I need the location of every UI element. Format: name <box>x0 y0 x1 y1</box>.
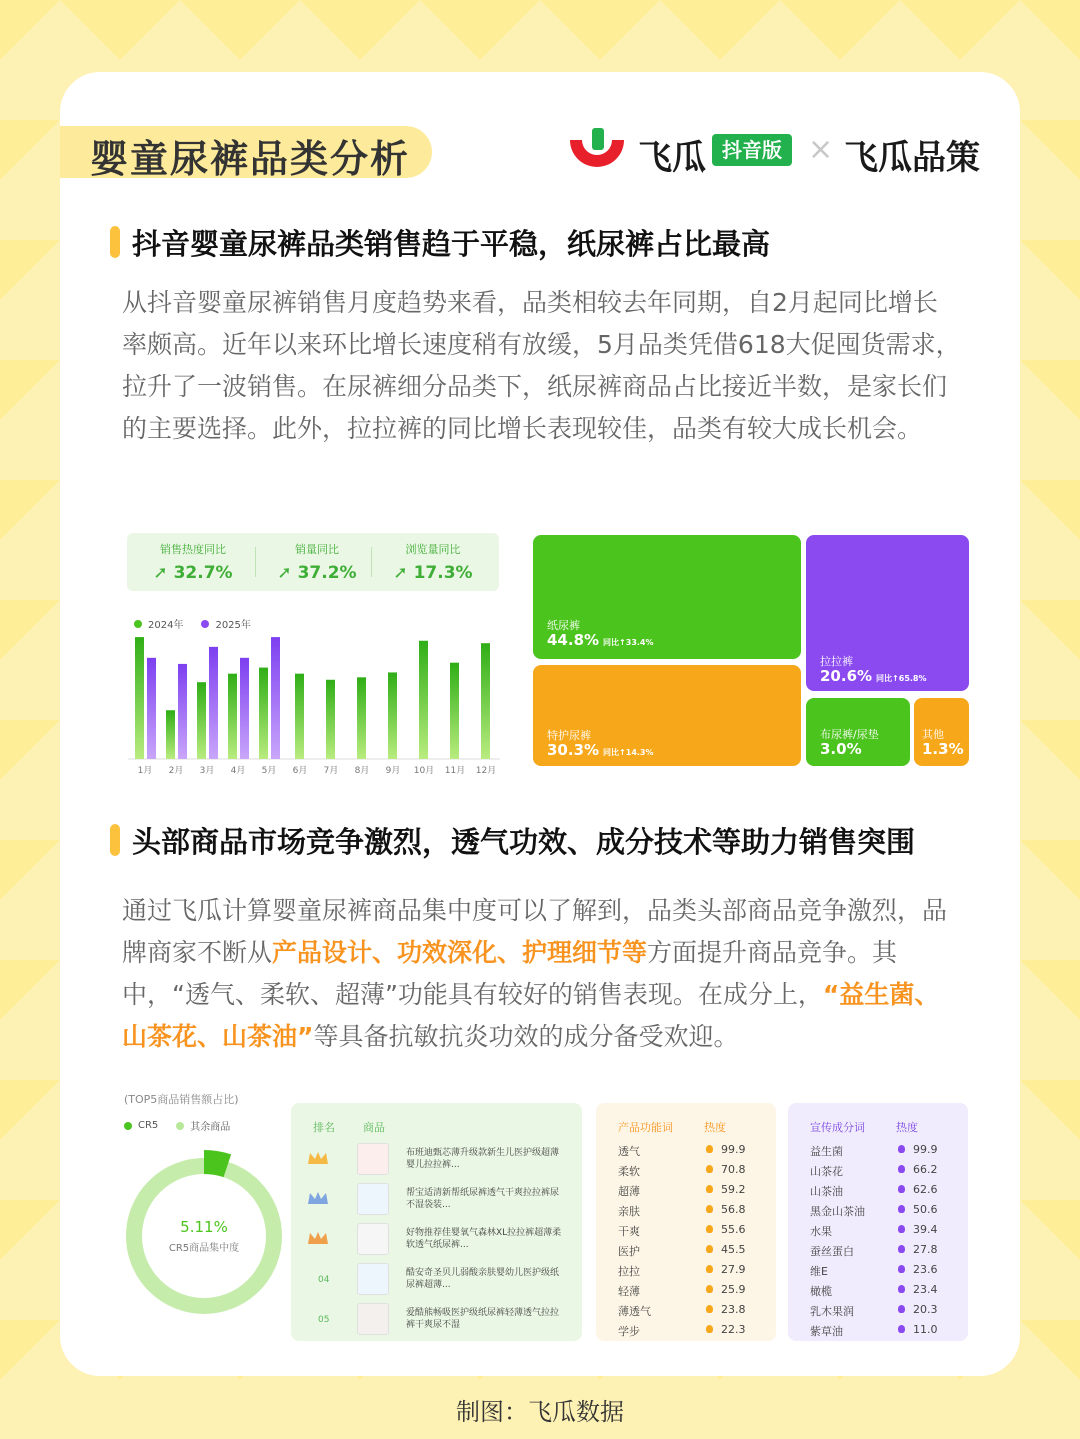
legend-label: 2025年 <box>215 620 251 631</box>
heat-cell <box>706 1303 746 1316</box>
heat-cell <box>898 1203 938 1216</box>
heat-value: 55.6 <box>721 1223 746 1236</box>
bar-2024 <box>228 674 237 759</box>
treemap-label: 拉拉裤 <box>820 655 853 668</box>
heat-cell <box>706 1163 746 1176</box>
keyword: 蚕丝蛋白 <box>810 1245 854 1258</box>
keyword: 山茶花 <box>810 1165 843 1178</box>
treemap-cell-cloth <box>806 698 910 766</box>
treemap-cell-special <box>533 665 801 766</box>
flame-icon <box>706 1285 713 1293</box>
keyword: 乳木果润 <box>810 1305 854 1318</box>
cr5-donut-chart <box>120 1148 288 1320</box>
rank-number: 04 <box>318 1275 330 1285</box>
keyword: 轻薄 <box>618 1285 640 1298</box>
treemap-label: 特护尿裤 <box>547 729 591 742</box>
heat-cell <box>706 1283 746 1296</box>
product-name: 爱酷熊畅吸医护级纸尿裤轻薄透气拉拉裤干爽尿不湿 <box>406 1308 560 1330</box>
section2-heading: 头部商品市场竞争激烈，透气功效、成分技术等助力销售突围 <box>132 825 916 859</box>
keyword: 薄透气 <box>618 1305 651 1318</box>
product-name: 布班迪甄芯薄升级款新生儿医护级超薄婴儿拉拉裤... <box>406 1148 560 1170</box>
divider <box>255 547 256 577</box>
kpi-views <box>373 541 493 583</box>
bar-2024 <box>295 674 304 759</box>
treemap-yoy: 同比↑65.8% <box>876 674 927 683</box>
heat-cell <box>898 1223 938 1236</box>
divider <box>371 547 372 577</box>
heat-value: 27.8 <box>913 1243 938 1256</box>
heat-value: 11.0 <box>913 1323 938 1336</box>
flame-icon <box>898 1325 905 1333</box>
bar-2025 <box>209 647 218 759</box>
heat-cell <box>898 1323 938 1336</box>
x-tick-label: 2月 <box>168 766 184 776</box>
treemap-share: 3.0% <box>820 740 862 758</box>
treemap-yoy: 同比↑33.4% <box>603 638 654 647</box>
treemap-label: 其他 <box>922 728 944 741</box>
keyword: 学步 <box>618 1325 640 1338</box>
heat-value: 39.4 <box>913 1223 938 1236</box>
up-arrow-icon: ➚ <box>393 563 408 583</box>
flame-icon <box>898 1305 905 1313</box>
kpi-panel <box>127 533 499 591</box>
bar-2025 <box>147 658 156 759</box>
heat-value: 99.9 <box>913 1143 938 1156</box>
heat-value: 99.9 <box>721 1143 746 1156</box>
keyword: 透气 <box>618 1145 640 1158</box>
bar-2024 <box>419 641 428 759</box>
flame-icon <box>706 1185 713 1193</box>
treemap-cell-pullup <box>806 535 969 691</box>
flame-icon <box>706 1165 713 1173</box>
col-keyword: 产品功能词 <box>618 1121 673 1134</box>
heat-cell <box>706 1223 746 1236</box>
donut-slice-others <box>134 1166 274 1306</box>
bar-2024 <box>326 680 335 759</box>
heat-value: 70.8 <box>721 1163 746 1176</box>
product-thumbnail <box>357 1183 389 1215</box>
page-title: 婴童尿裤品类分析 <box>90 137 411 181</box>
heat-value: 20.3 <box>913 1303 938 1316</box>
keyword: 橄榄 <box>810 1285 832 1298</box>
col-heat: 热度 <box>896 1121 918 1134</box>
bar-2025 <box>271 637 280 759</box>
treemap-label: 纸尿裤 <box>547 619 580 632</box>
x-tick-label: 5月 <box>261 766 277 776</box>
bar-2024 <box>197 682 206 759</box>
flame-icon <box>706 1265 713 1273</box>
x-tick-label: 7月 <box>323 766 339 776</box>
heat-value: 27.9 <box>721 1263 746 1276</box>
keyword: 黑金山茶油 <box>810 1205 865 1218</box>
x-tick-label: 10月 <box>413 766 435 776</box>
up-arrow-icon: ➚ <box>153 563 168 583</box>
bar-2024 <box>259 668 268 759</box>
flame-icon <box>898 1185 905 1193</box>
kpi-sales-heat <box>133 541 253 583</box>
kpi-value: 37.2% <box>297 563 357 583</box>
silver-crown-icon <box>307 1190 329 1206</box>
partner-logo-text: 飞瓜品策 <box>844 138 980 178</box>
donut-slice-cr5 <box>204 1162 227 1166</box>
treemap-yoy: 同比↑14.3% <box>603 748 654 757</box>
product-thumbnail <box>357 1223 389 1255</box>
x-tick-label: 1月 <box>137 766 153 776</box>
monthly-bar-chart <box>124 628 504 778</box>
legend-swatch <box>176 1122 184 1130</box>
x-tick-label: 6月 <box>292 766 308 776</box>
treemap-cell-diaper <box>533 535 801 659</box>
flame-icon <box>706 1145 713 1153</box>
section2-paragraph: 通过飞瓜计算婴童尿裤商品集中度可以了解到，品类头部商品竞争激烈，品牌商家不断从产品设计、功效深化、护理细节等方面提升商品竞争。其中，“透气、柔软、超薄”功能具有较好的销售表现。在成分上，“益生菌、山茶花、山茶油”等具备抗敏抗炎功效的成分备受欢迎。 <box>122 896 948 1051</box>
heat-cell <box>898 1263 938 1276</box>
keyword: 超薄 <box>618 1185 640 1198</box>
logo-separator: × <box>808 132 834 167</box>
up-arrow-icon: ➚ <box>277 563 292 583</box>
kpi-label: 浏览量同比 <box>405 543 461 556</box>
keyword: 拉拉 <box>618 1265 640 1278</box>
col-rank: 排名 <box>313 1121 335 1134</box>
ranking-panel <box>291 1103 582 1341</box>
bar-2024 <box>135 637 144 759</box>
x-tick-label: 11月 <box>444 766 466 776</box>
col-keyword: 宣传成分词 <box>810 1121 865 1134</box>
flame-icon <box>898 1245 905 1253</box>
col-heat: 热度 <box>704 1121 726 1134</box>
treemap-share: 20.6% <box>820 667 873 685</box>
heat-cell <box>706 1263 746 1276</box>
flame-icon <box>898 1145 905 1153</box>
heat-cell <box>898 1143 938 1156</box>
flame-icon <box>706 1245 713 1253</box>
flame-icon <box>898 1225 905 1233</box>
legend-swatch <box>134 620 142 628</box>
highlight-text: 产品设计、功效深化、护理细节等 <box>272 938 648 967</box>
flame-icon <box>898 1265 905 1273</box>
function-words-panel <box>596 1103 776 1341</box>
heat-value: 66.2 <box>913 1163 938 1176</box>
section-marker <box>110 824 120 856</box>
heat-cell <box>898 1243 938 1256</box>
bar-2024 <box>450 663 459 759</box>
keyword: 亲肤 <box>618 1205 640 1218</box>
gold-crown-icon <box>307 1150 329 1166</box>
product-thumbnail <box>357 1303 389 1335</box>
kpi-label: 销量同比 <box>295 543 339 556</box>
legend-label: 2024年 <box>148 620 184 631</box>
heat-value: 56.8 <box>721 1203 746 1216</box>
kpi-sales-volume <box>257 541 377 583</box>
heat-cell <box>706 1143 746 1156</box>
heat-cell <box>706 1243 746 1256</box>
flame-icon <box>898 1285 905 1293</box>
bar-2025 <box>240 658 249 759</box>
heat-value: 25.9 <box>721 1283 746 1296</box>
bar-2024 <box>166 710 175 759</box>
heat-cell <box>898 1183 938 1196</box>
heat-value: 23.4 <box>913 1283 938 1296</box>
treemap-label: 布尿裤/尿垫 <box>820 728 879 741</box>
heat-value: 23.8 <box>721 1303 746 1316</box>
bronze-crown-icon <box>307 1230 329 1246</box>
product-thumbnail <box>357 1143 389 1175</box>
ingredient-words-panel <box>788 1103 968 1341</box>
col-product: 商品 <box>363 1121 385 1134</box>
flame-icon <box>898 1165 905 1173</box>
logo-text: 飞瓜 <box>638 138 706 178</box>
keyword: 益生菌 <box>810 1145 843 1158</box>
donut-center-label: CR5商品集中度 <box>168 1243 240 1254</box>
heat-value: 22.3 <box>721 1323 746 1336</box>
legend-label: CR5 <box>138 1120 159 1131</box>
flame-icon <box>898 1205 905 1213</box>
brand-logos <box>566 126 986 176</box>
x-tick-label: 12月 <box>475 766 497 776</box>
bar-2024 <box>388 672 397 759</box>
kpi-value: 32.7% <box>173 563 233 583</box>
heat-value: 50.6 <box>913 1203 938 1216</box>
keyword: 水果 <box>810 1225 832 1238</box>
flame-icon <box>706 1325 713 1333</box>
keyword: 柔软 <box>618 1165 640 1178</box>
heat-value: 62.6 <box>913 1183 938 1196</box>
product-name: 帮宝适清新帮纸尿裤透气干爽拉拉裤尿不湿袋装... <box>406 1188 560 1210</box>
legend-label: 其余商品 <box>190 1122 231 1133</box>
heat-cell <box>706 1203 746 1216</box>
bar-2025 <box>178 664 187 759</box>
treemap-share: 30.3% <box>547 741 600 759</box>
highlight-text: “益生菌、山茶花、山茶油” <box>122 980 940 1051</box>
x-tick-label: 3月 <box>199 766 215 776</box>
legend-swatch <box>201 620 209 628</box>
heat-cell <box>898 1283 938 1296</box>
product-thumbnail <box>357 1263 389 1295</box>
kpi-value: 17.3% <box>413 563 473 583</box>
donut-legend <box>124 1118 230 1133</box>
douyin-badge: 抖音版 <box>712 134 792 166</box>
heat-cell <box>898 1303 938 1316</box>
heat-value: 45.5 <box>721 1243 746 1256</box>
keyword: 维E <box>810 1265 828 1278</box>
kpi-label: 销售热度同比 <box>160 543 226 556</box>
keyword: 干爽 <box>618 1225 640 1238</box>
flame-icon <box>706 1205 713 1213</box>
section1-heading: 抖音婴童尿裤品类销售趋于平稳，纸尿裤占比最高 <box>132 227 771 261</box>
heat-cell <box>706 1323 746 1336</box>
product-name: 酷安奇圣贝儿弱酸亲肤婴幼儿医护级纸尿裤超薄... <box>406 1268 560 1290</box>
section-marker <box>110 226 120 258</box>
heat-value: 23.6 <box>913 1263 938 1276</box>
donut-caption: (TOP5商品销售额占比) <box>124 1093 239 1106</box>
flame-icon <box>706 1305 713 1313</box>
heat-value: 59.2 <box>721 1183 746 1196</box>
keyword: 紫草油 <box>810 1325 843 1338</box>
x-tick-label: 4月 <box>230 766 246 776</box>
bar-2024 <box>481 643 490 759</box>
product-name: 好物推荐佳婴氧气森林XL拉拉裤超薄柔软透气纸尿裤... <box>406 1228 562 1250</box>
donut-center-value: 5.11% <box>180 1218 228 1236</box>
keyword: 医护 <box>618 1245 640 1258</box>
bar-2024 <box>357 677 366 759</box>
feigua-logo-icon <box>566 126 628 176</box>
x-tick-label: 9月 <box>385 766 401 776</box>
keyword: 山茶油 <box>810 1185 843 1198</box>
treemap-share: 1.3% <box>922 740 964 758</box>
x-tick-label: 8月 <box>354 766 370 776</box>
section1-paragraph: 从抖音婴童尿裤销售月度趋势来看，品类相较去年同期，自2月起同比增长率颇高。近年以来环比增长速度稍有放缓，5月品类凭借618大促囤货需求，拉升了一波销售。在尿裤细分品类下，纸尿裤商品占比接近半数，是家长们的主要选择。此外，拉拉裤的同比增长表现较佳，品类有较大成长机会。 <box>122 288 961 443</box>
flame-icon <box>706 1225 713 1233</box>
heat-cell <box>898 1163 938 1176</box>
footer-credit: 制图：飞瓜数据 <box>456 1398 624 1426</box>
rank-number: 05 <box>318 1315 330 1325</box>
legend-swatch <box>124 1122 132 1130</box>
treemap-share: 44.8% <box>547 631 600 649</box>
heat-cell <box>706 1183 746 1196</box>
treemap-cell-other <box>914 698 969 766</box>
